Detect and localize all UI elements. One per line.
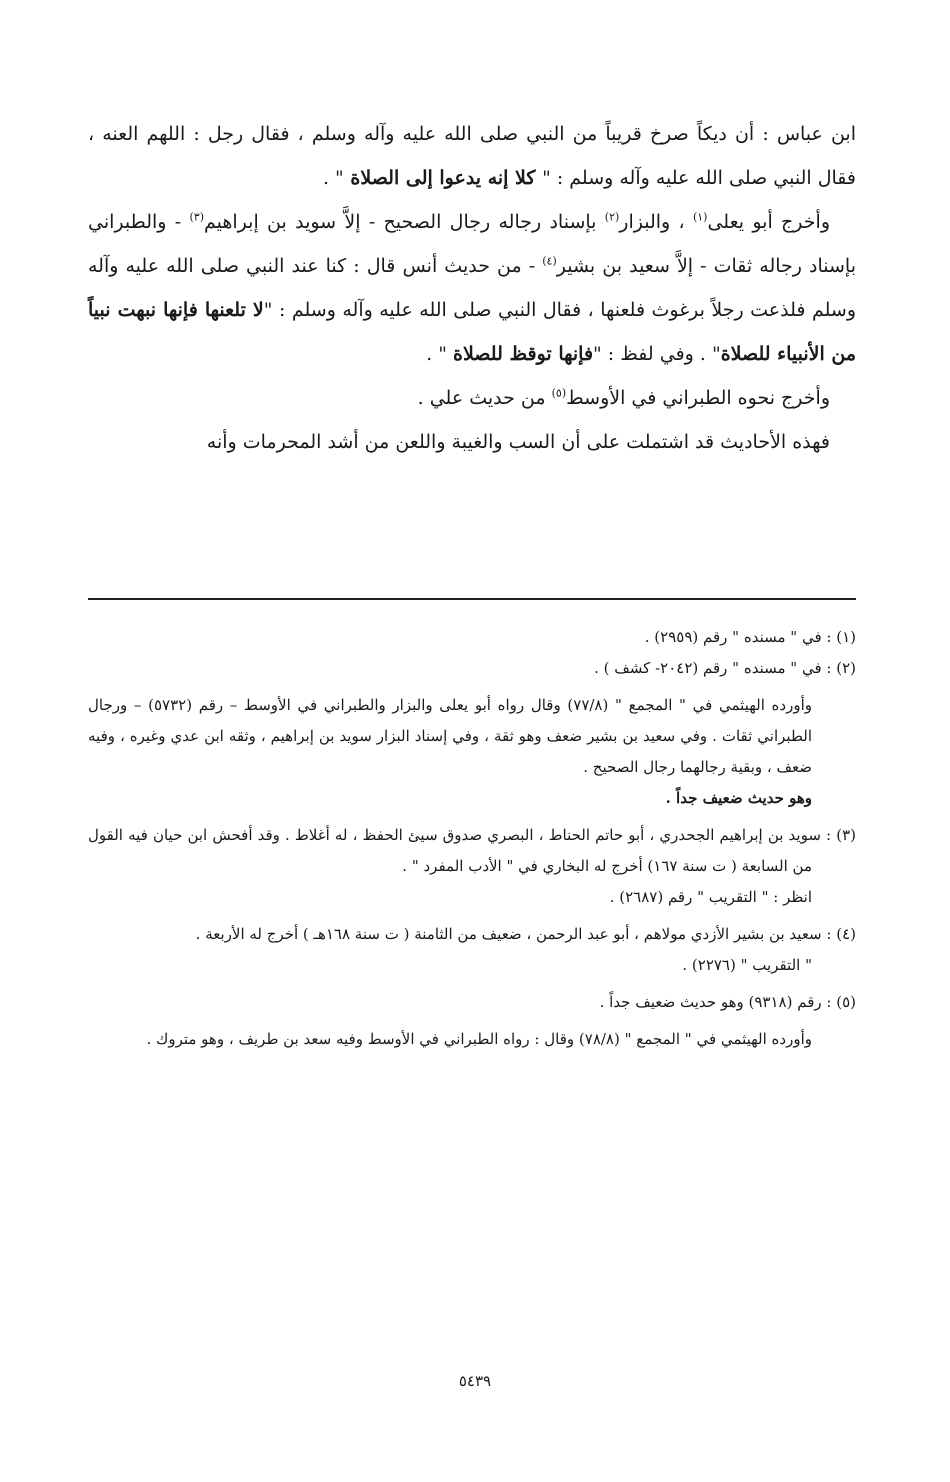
footnote-2-verdict (88, 783, 856, 814)
hadith-quote: لا تلعنها فإنها نبهت نبياً من الأنبياء للصلاة (88, 299, 856, 365)
text: بإسناد رجاله رجال الصحيح - إلاَّ سويد بن إبراهيم (204, 211, 605, 233)
footnote-4-ref: " التقريب " (٢٢٧٦) . (682, 956, 812, 974)
text: - والطبراني بإسناد رجاله ثقات - إلاَّ سعيد بن بشير (88, 211, 856, 277)
paragraph-2 (88, 200, 856, 376)
text: من حديث علي . (417, 387, 552, 409)
hadith-quote: كلا إنه يدعوا إلى الصلاة (343, 167, 543, 189)
text: ، والبزار (619, 211, 693, 233)
footnote-ref[interactable]: (١) (692, 210, 708, 224)
hadith-quote: فإنها توقظ للصلاة (453, 343, 594, 365)
footnote-ref[interactable]: (٢) (604, 210, 620, 224)
footnote-3: (٣) : سويد بن إبراهيم الجحدري ، أبو حاتم الحناط ، البصري صدوق سيئ الحفظ ، له أغلاط . وقد أفحش ابن حيان فيه القول من السابعة ( ت سنة ١٦٧) أخرج له البخاري في " الأدب المفرد " . (88, 826, 856, 875)
text: ابن عباس : أن ديكاً صرخ قريباً من النبي صلى الله عليه وآله وسلم ، فقال رجل : اللهم العنه ، فقال النبي صلى الله عليه وآله وسلم : " (88, 123, 856, 189)
footnote-ref[interactable]: (٤) (542, 254, 557, 268)
text: " . وفي لفظ : " (593, 343, 721, 365)
footnote-divider (88, 598, 856, 600)
paragraph-3 (88, 376, 856, 420)
text: وأخرج نحوه الطبراني في الأوسط (566, 387, 830, 409)
footnote-5-detail: وأورده الهيثمي في " المجمع " (٧٨/٨) وقال : رواه الطبراني في الأوسط وفيه سعد بن طريف ، وهو متروك . (146, 1030, 812, 1048)
paragraph-1 (88, 112, 856, 200)
text: فهذه الأحاديث قد اشتملت على أن السب والغيبة واللعن من أشد المحرمات وأنه (206, 431, 830, 453)
footnote-5: (٥) : رقم (٩٣١٨) وهو حديث ضعيف جداً . (599, 993, 856, 1011)
footnote-ref[interactable]: (٥) (551, 386, 567, 400)
footnote-3-ref: انظر : " التقريب " رقم (٢٦٨٧) . (609, 888, 812, 906)
footnote-1: (١) : في " مسنده " رقم (٢٩٥٩) . (644, 628, 856, 646)
text: " . (426, 343, 454, 365)
verdict-text: وهو حديث ضعيف جداً . (665, 789, 812, 807)
text: " . (322, 167, 344, 189)
main-text (88, 112, 856, 464)
text: - من حديث أنس قال : كنا عند النبي صلى الله عليه وآله وسلم فلذعت رجلاً برغوث فلعنها ، فقال النبي صلى الله عليه وآله وسلم : " (88, 255, 856, 321)
footnote-4: (٤) : سعيد بن بشير الأزدي مولاهم ، أبو عبد الرحمن ، ضعيف من الثامنة ( ت سنة ١٦٨هـ ) أخرج له الأربعة . (195, 925, 856, 943)
footnotes (88, 622, 856, 1055)
footnote-ref[interactable]: (٣) (189, 210, 204, 224)
page-number: ٥٤٣٩ (458, 1372, 492, 1390)
footnote-2: (٢) : في " مسنده " رقم (٢٠٤٢- كشف ) . (594, 659, 856, 677)
paragraph-4 (88, 420, 856, 464)
footnote-2-detail: وأورده الهيثمي في " المجمع " (٧٧/٨) وقال رواه أبو يعلى والبزار والطبراني في الأوسط – رقم (٥٧٣٢) – ورجال الطبراني ثقات . وفي سعيد بن بشير ضعف وهو ثقة ، وفي إسناد البزار سويد بن إبراهيم ، وثقه ابن عدي وغيره ، وفيه ضعف ، وبقية رجالهما رجال الصحيح . (88, 696, 812, 776)
text: وأخرج أبو يعلى (707, 211, 830, 233)
